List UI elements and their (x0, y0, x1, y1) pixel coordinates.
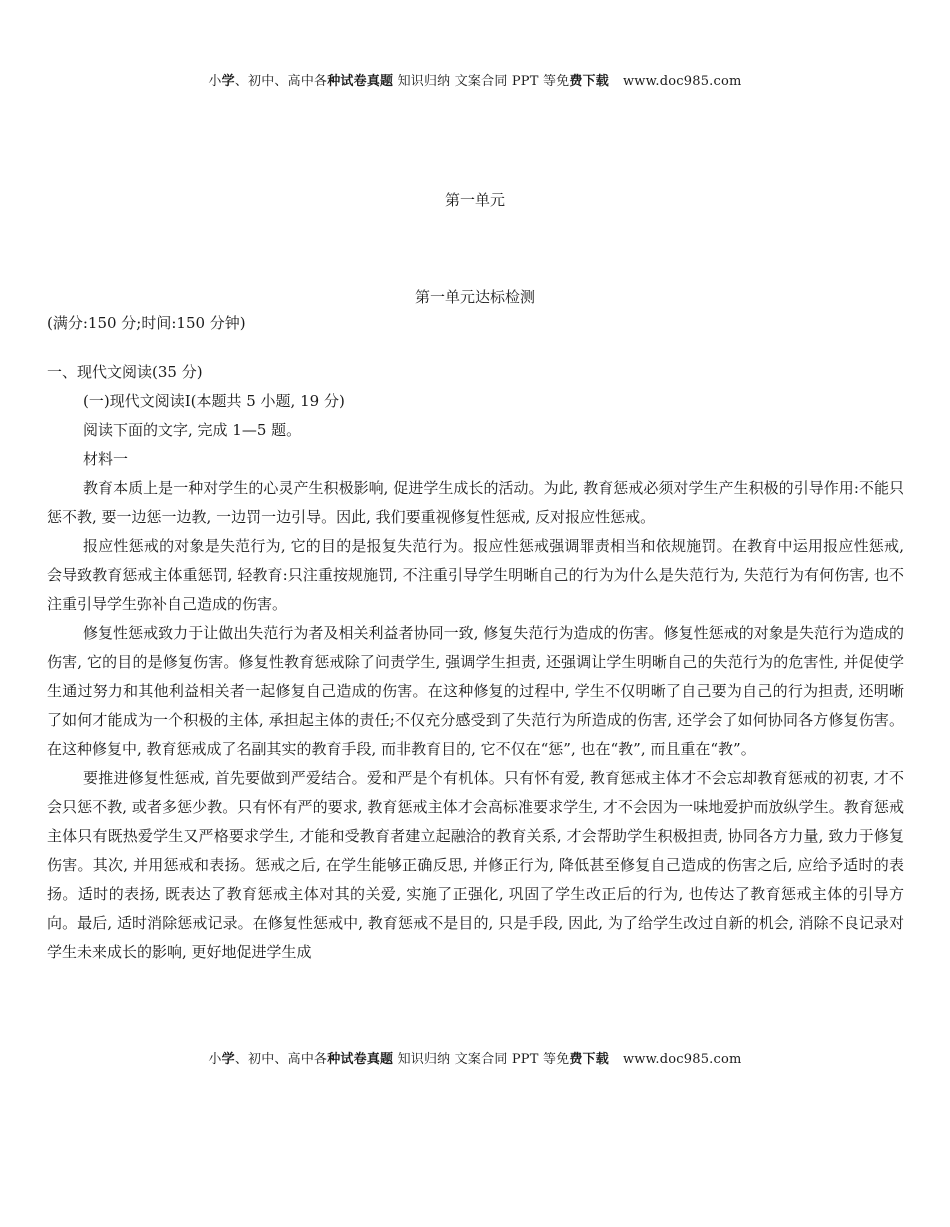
footer-url[interactable]: www.doc985.com (622, 1052, 742, 1067)
page-footer (0, 1048, 950, 1067)
header-url[interactable]: www.doc985.com (622, 74, 742, 89)
paragraph: 报应性惩戒的对象是失范行为, 它的目的是报复失范行为。报应性惩戒强调罪责相当和依规施罚。在教育中运用报应性惩戒, 会导致教育惩戒主体重惩罚, 轻教育:只注重按规施罚, 不注重引导学生明晰自己的行为为什么是失范行为, 失范行为有何伤害, 也不注重引导学生弥补自己造成的伤害。 (47, 537, 904, 613)
footer-text-5: 知识归纳 (393, 1052, 451, 1067)
header-text-3: 、初中、高中各 (234, 74, 328, 89)
instruction: 阅读下面的文字, 完成 1—5 题。 (83, 421, 302, 439)
test-title: 第一单元达标检测 (414, 288, 535, 306)
subsection-heading: (一)现代文阅读Ⅰ(本题共 5 小题, 19 分) (83, 392, 345, 410)
footer-text-7: 费下载 (569, 1052, 609, 1067)
header-text-5: 知识归纳 (393, 74, 451, 89)
footer-text-6: 文案合同 PPT 等免 (450, 1052, 570, 1067)
document-body (47, 309, 904, 967)
footer-text-4: 种试卷真题 (327, 1052, 394, 1067)
header-text-2: 学 (221, 74, 235, 89)
page-header (0, 70, 950, 89)
footer-text-2: 学 (221, 1052, 235, 1067)
header-text-4: 种试卷真题 (327, 74, 394, 89)
footer-text-1: 小 (208, 1052, 222, 1067)
footer-text-3: 、初中、高中各 (234, 1052, 328, 1067)
unit-title: 第一单元 (444, 191, 505, 209)
section-heading: 一、现代文阅读(35 分) (47, 363, 203, 381)
header-text-1: 小 (208, 74, 222, 89)
paragraph: 修复性惩戒致力于让做出失范行为者及相关利益者协同一致, 修复失范行为造成的伤害。修复性惩戒的对象是失范行为造成的伤害, 它的目的是修复伤害。修复性教育惩戒除了问责学生, 强调学生担责, 还强调让学生明晰自己的失范行为的危害性, 并促使学生通过努力和其他利益相关者一起修复自己造成的伤害。在这种修复的过程中, 学生不仅明晰了自己要为自己的行为担责, 还明晰了如何才能成为一个积极的主体, 承担起主体的责任;不仅充分感受到了失范行为所造成的伤害, 还学会了如何协同各方修复伤害。在这种修复中, 教育惩戒成了名副其实的教育手段, 而非教育目的, 它不仅在“惩”, 也在“教”, 而且重在“教”。 (47, 624, 904, 758)
header-text-7: 费下载 (569, 74, 609, 89)
header-text-6: 文案合同 PPT 等免 (450, 74, 570, 89)
material-label: 材料一 (83, 450, 129, 468)
score-time: (满分:150 分;时间:150 分钟) (47, 314, 246, 332)
paragraph: 教育本质上是一种对学生的心灵产生积极影响, 促进学生成长的活动。为此, 教育惩戒必须对学生产生积极的引导作用:不能只惩不教, 要一边惩一边教, 一边罚一边引导。因此, 我们要重视修复性惩戒, 反对报应性惩戒。 (47, 479, 904, 526)
paragraph: 要推进修复性惩戒, 首先要做到严爱结合。爱和严是个有机体。只有怀有爱, 教育惩戒主体才不会忘却教育惩戒的初衷, 才不会只惩不教, 或者多惩少教。只有怀有严的要求, 教育惩戒主体才会高标准要求学生, 才不会因为一味地爱护而放纵学生。教育惩戒主体只有既热爱学生又严格要求学生, 才能和受教育者建立起融洽的教育关系, 才会帮助学生积极担责, 协同各方力量, 致力于修复伤害。其次, 并用惩戒和表扬。惩戒之后, 在学生能够正确反思, 并修正行为, 降低甚至修复自己造成的伤害之后, 应给予适时的表扬。适时的表扬, 既表达了教育惩戒主体对其的关爱, 实施了正强化, 巩固了学生改正后的行为, 也传达了教育惩戒主体的引导方向。最后, 适时消除惩戒记录。在修复性惩戒中, 教育惩戒不是目的, 只是手段, 因此, 为了给学生改过自新的机会, 消除不良记录对学生未来成长的影响, 更好地促进学生成 (47, 769, 904, 961)
